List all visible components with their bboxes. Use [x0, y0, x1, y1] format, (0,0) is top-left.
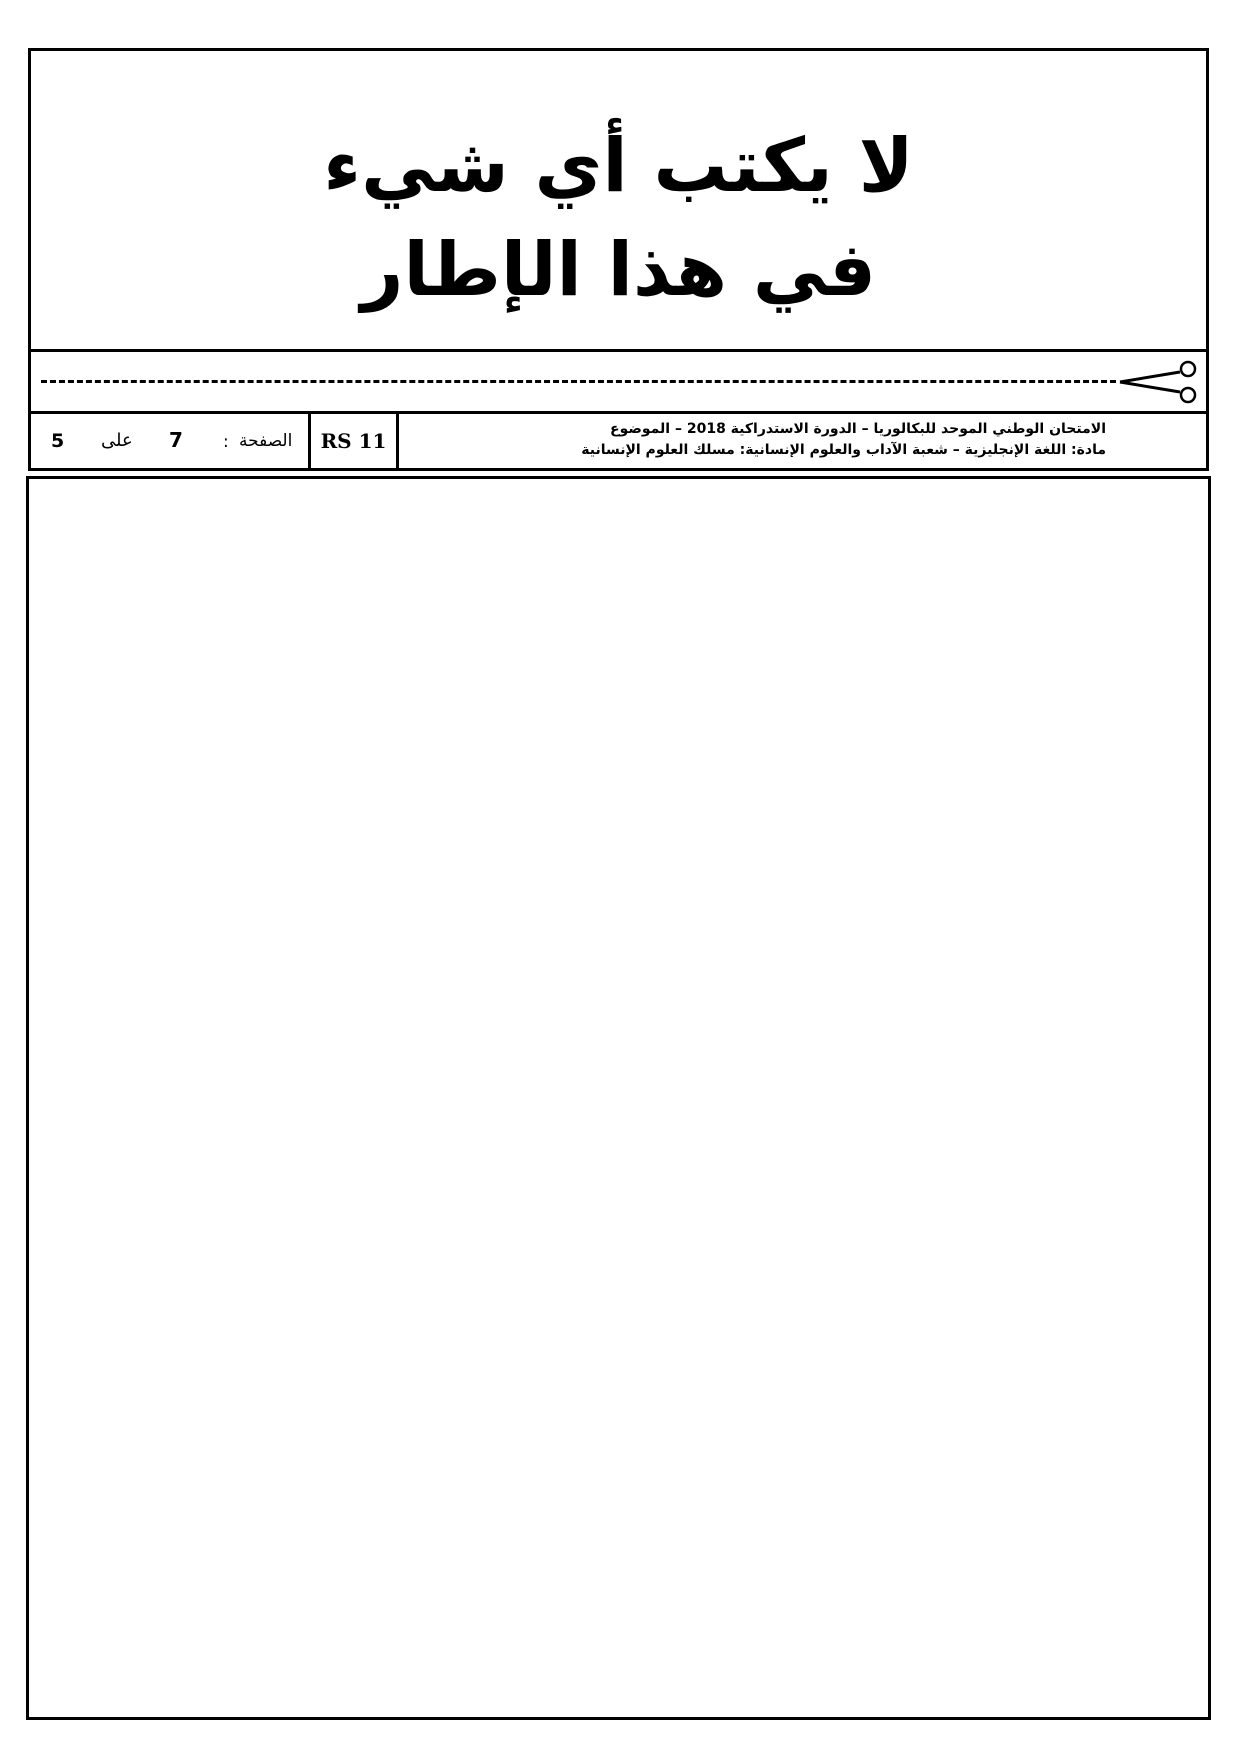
do-not-write-frame [28, 48, 1209, 352]
page-of-label: على [101, 430, 133, 451]
answer-area[interactable] [26, 476, 1211, 1720]
exam-title-cell [399, 414, 1206, 468]
exam-title-line-2: مادة: اللغة الإنجليزية – شعبة الآداب والعلوم الإنسانية: مسلك العلوم الإنسانية [581, 442, 1106, 458]
exam-title-line-1: الامتحان الوطني الموحد للبكالوريا – الدورة الاستدراكية 2018 – الموضوع [610, 421, 1106, 437]
notice-line-2: في هذا الإطار [360, 227, 877, 313]
cut-line-row [28, 352, 1209, 412]
page-colon: : [223, 432, 229, 452]
page-total: 5 [51, 430, 65, 452]
page-number: 7 [169, 428, 183, 452]
page-label: الصفحة [239, 431, 293, 451]
scissors-icon [1112, 358, 1202, 404]
notice-line-1: لا يكتب أي شيء [323, 123, 914, 209]
exam-header-row [28, 411, 1209, 471]
page-number-cell [31, 414, 311, 468]
exam-code: RS 11 [311, 414, 399, 468]
dashed-cut-line [41, 380, 1116, 383]
